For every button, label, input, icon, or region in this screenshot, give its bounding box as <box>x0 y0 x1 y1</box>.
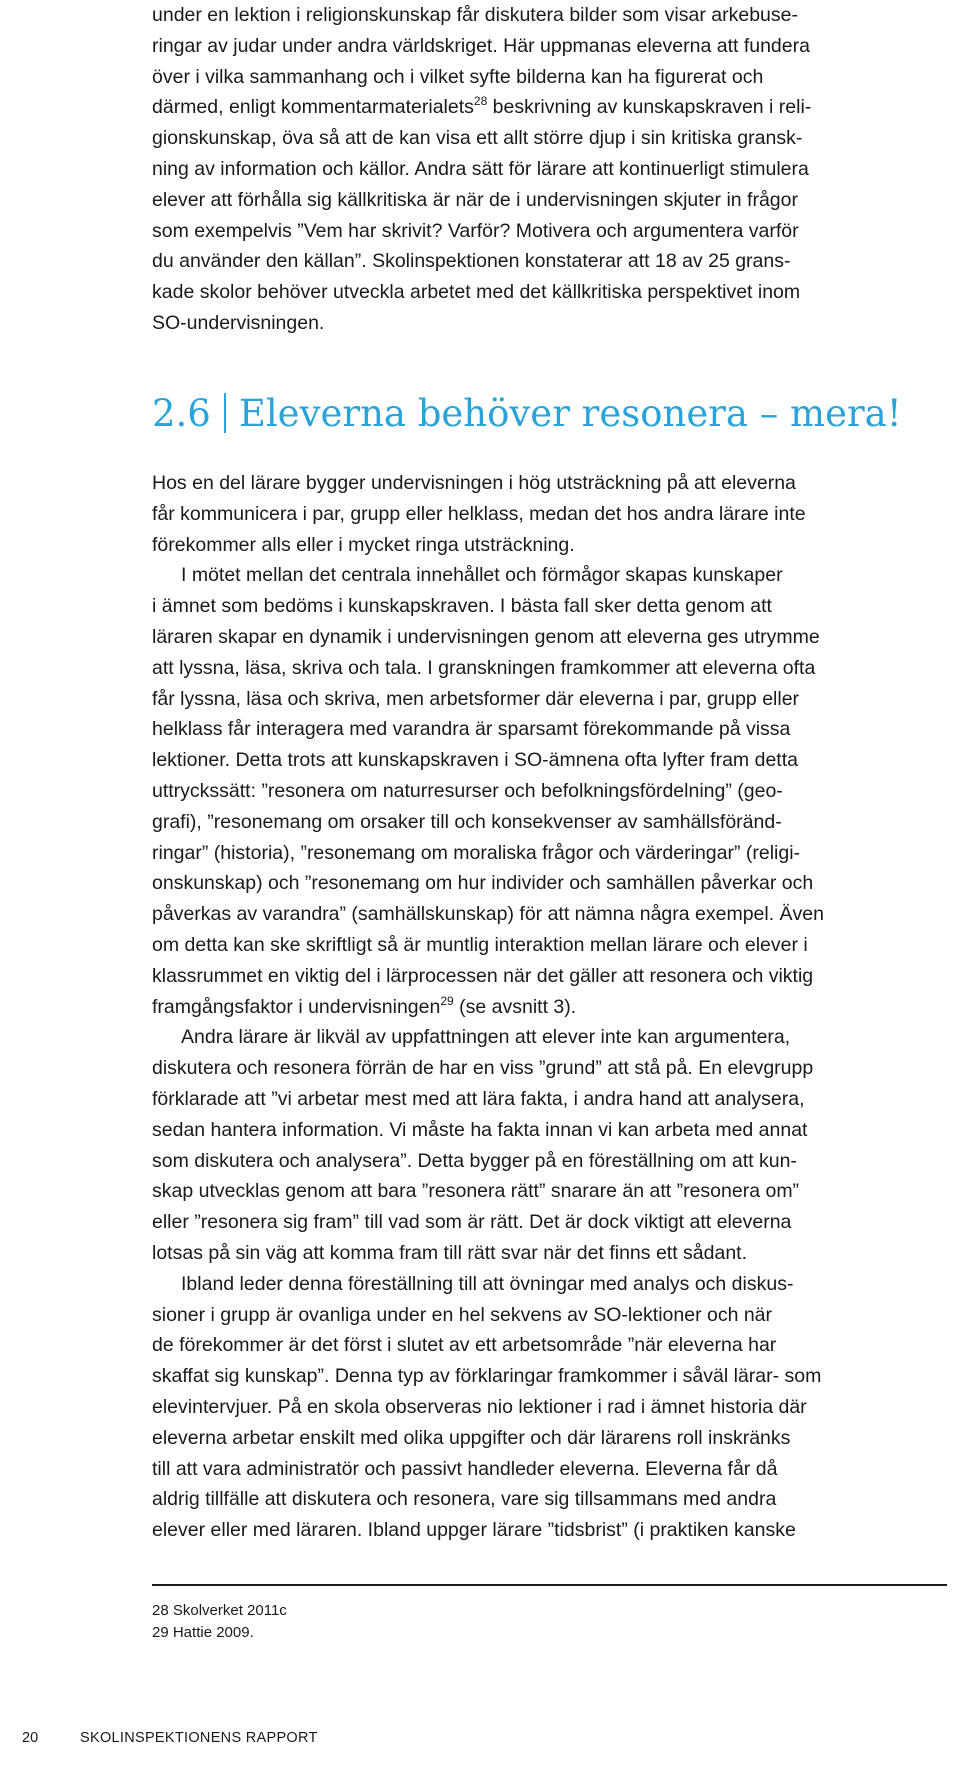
text-line: läraren skapar en dynamik i undervisningen genom att eleverna ges utrymme <box>152 625 820 648</box>
heading-divider <box>224 393 226 433</box>
text-line: helklass får interagera med varandra är sparsamt förekommande på vissa <box>152 718 791 741</box>
text-line: Andra lärare är likväl av uppfattningen att elever inte kan argumentera, <box>181 1026 791 1049</box>
text-line: eller ”resonera sig fram” till vad som är rätt. Det är dock viktigt att eleverna <box>152 1211 792 1234</box>
text-line: I mötet mellan det centrala innehållet och förmågor skapas kunskaper <box>181 564 783 587</box>
footnote-29: 29 Hattie 2009. <box>152 1624 254 1641</box>
text-line: sedan hantera information. Vi måste ha fakta innan vi kan arbeta med annat <box>152 1118 808 1141</box>
paragraph <box>152 1269 952 1546</box>
text-line: kade skolor behöver utveckla arbetet med det källkritiska perspektivet inom <box>152 281 801 304</box>
intro-paragraph <box>152 0 952 339</box>
footnote-divider <box>152 1584 947 1586</box>
paragraph <box>152 468 952 560</box>
footnote-28: 28 Skolverket 2011c <box>152 1602 287 1619</box>
section-title: Eleverna behöver resonera – mera! <box>238 392 902 435</box>
text-line: grafi), ”resonemang om orsaker till och konsekvenser av samhällsföränd- <box>152 810 782 833</box>
paragraph <box>152 1022 952 1268</box>
text-line: förekommer alls eller i mycket ringa utsträckning. <box>152 533 575 556</box>
text-line: de förekommer är det först i slutet av ett arbetsområde ”när eleverna har <box>152 1334 777 1357</box>
text-line: eleverna arbetar enskilt med olika uppgifter och där lärarens roll inskränks <box>152 1426 791 1449</box>
text-line: klassrummet en viktig del i lärprocessen när det gäller att resonera och viktig <box>152 964 814 987</box>
text-line: Ibland leder denna föreställning till att övningar med analys och diskus- <box>181 1272 794 1295</box>
text-line: som exempelvis ”Vem har skrivit? Varför? Motivera och argumentera varför <box>152 219 799 242</box>
text-line: ringar av judar under andra världskriget. Här uppmanas eleverna att fundera <box>152 34 810 57</box>
text-line: du använder den källan”. Skolinspektionen konstaterar att 18 av 25 grans- <box>152 250 791 273</box>
text-line: Hos en del lärare bygger undervisningen i hög utsträckning på att eleverna <box>152 472 796 494</box>
text-line: aldrig tillfälle att diskutera och resonera, vare sig tillsammans med andra <box>152 1488 777 1511</box>
text-line: ning av information och källor. Andra sätt för lärare att kontinuerligt stimulera <box>152 157 809 180</box>
text-line <box>152 92 952 123</box>
text-line: skap utvecklas genom att bara ”resonera rätt” snarare än att ”resonera om” <box>152 1180 800 1203</box>
text-line: SO-undervisningen. <box>152 311 325 334</box>
text-line: sioner i grupp är ovanliga under en hel sekvens av SO-lektioner och när <box>152 1303 773 1326</box>
text-line: lotsas på sin väg att komma fram till rätt svar när det finns ett sådant. <box>152 1241 748 1264</box>
section-number: 2.6 <box>152 392 211 435</box>
text-line: till att vara administratör och passivt handleder eleverna. Eleverna får då <box>152 1457 778 1480</box>
section-heading <box>152 392 902 436</box>
text-line: elever att förhålla sig källkritiska är när de i undervisningen skjuter in frågor <box>152 188 798 211</box>
text-fragment: därmed, enligt kommentarmaterialets <box>152 96 474 119</box>
text-line: lektioner. Detta trots att kunskapskraven i SO-ämnena ofta lyfter fram detta <box>152 749 798 772</box>
text-line: under en lektion i religionskunskap får diskutera bilder som visar arkebuse- <box>152 4 798 26</box>
text-line: onskunskap) och ”resonemang om hur individer och samhällen påverkar och <box>152 872 814 895</box>
page-number: 20 <box>22 1730 39 1746</box>
text-fragment: framgångsfaktor i undervisningen <box>152 995 441 1018</box>
text-line: som diskutera och analysera”. Detta bygger på en föreställning om att kun- <box>152 1149 797 1172</box>
footnote-ref-28: 28 <box>473 94 488 109</box>
report-name: SKOLINSPEKTIONENS RAPPORT <box>80 1730 318 1746</box>
text-line: förklarade att ”vi arbetar mest med att lära fakta, i andra hand att analysera, <box>152 1087 805 1110</box>
section-body <box>152 468 952 1546</box>
text-line <box>152 992 952 1023</box>
text-line: gionskunskap, öva så att de kan visa ett allt större djup i sin kritiska gransk- <box>152 127 803 150</box>
text-line: över i vilka sammanhang och i vilket syfte bilderna kan ha figurerat och <box>152 65 764 88</box>
text-fragment: (se avsnitt 3). <box>459 995 577 1018</box>
text-line: får lyssna, läsa och skriva, men arbetsformer där eleverna i par, grupp eller <box>152 687 800 710</box>
text-line: uttryckssätt: ”resonera om naturresurser och befolkningsfördelning” (geo- <box>152 779 783 802</box>
footnotes <box>152 1600 287 1644</box>
text-line: diskutera och resonera förrän de har en viss ”grund” att stå på. En elevgrupp <box>152 1057 814 1080</box>
text-line: i ämnet som bedöms i kunskapskraven. I bästa fall sker detta genom att <box>152 595 772 618</box>
text-line: elevintervjuer. På en skola observeras nio lektioner i rad i ämnet historia där <box>152 1395 807 1418</box>
text-fragment: beskrivning av kunskapskraven i reli- <box>492 96 812 119</box>
text-line: får kommunicera i par, grupp eller helklass, medan det hos andra lärare inte <box>152 502 806 525</box>
text-line: ringar” (historia), ”resonemang om moraliska frågor och värderingar” (religi- <box>152 841 801 864</box>
text-line: om detta kan ske skriftligt så är muntlig interaktion mellan lärare och elever i <box>152 933 808 956</box>
text-line: elever eller med läraren. Ibland uppger lärare ”tidsbrist” (i praktiken kanske <box>152 1519 796 1542</box>
paragraph <box>152 560 952 1022</box>
text-line: att lyssna, läsa, skriva och tala. I granskningen framkommer att eleverna ofta <box>152 656 816 679</box>
footnote-ref-29: 29 <box>440 993 454 1008</box>
text-line: skaffat sig kunskap”. Denna typ av förklaringar framkommer i såväl lärar- som <box>152 1365 822 1388</box>
text-line: påverkas av varandra” (samhällskunskap) för att nämna några exempel. Även <box>152 903 824 926</box>
